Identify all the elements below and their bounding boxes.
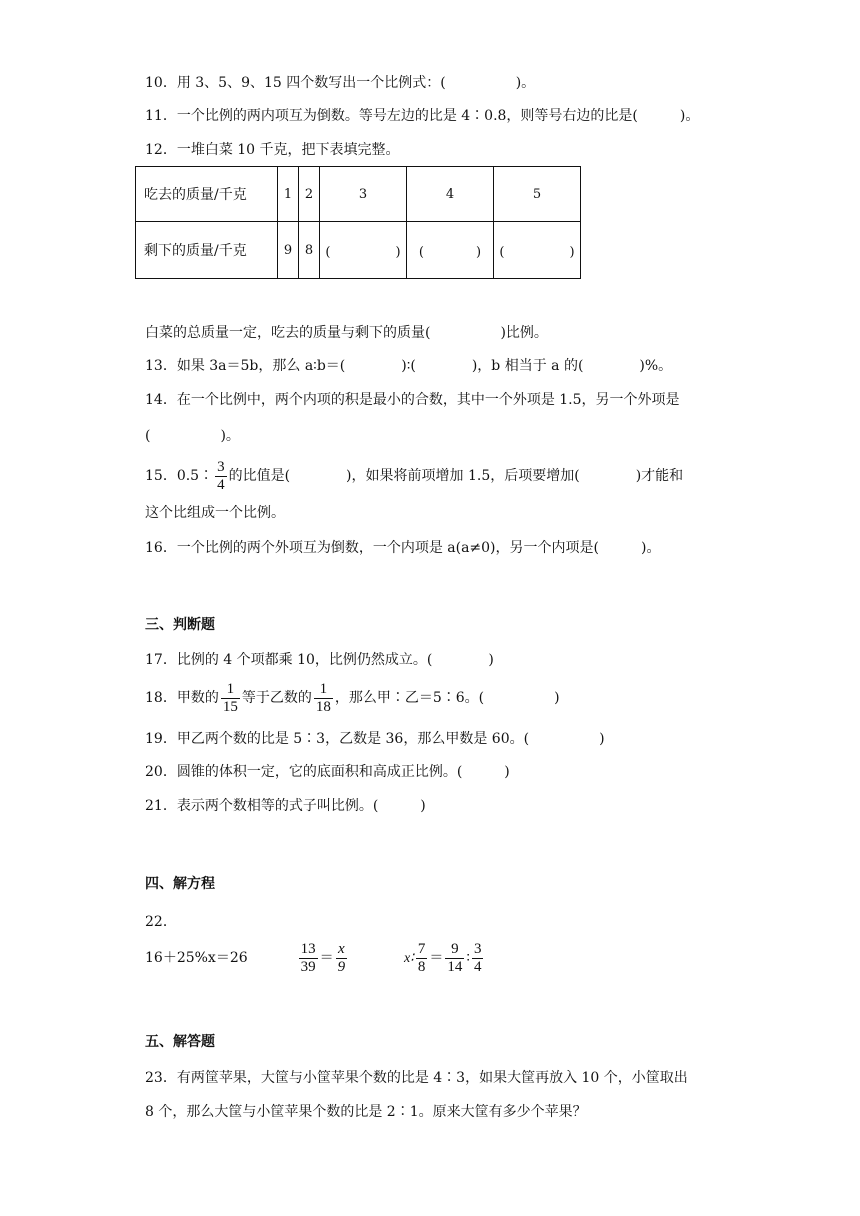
table-cell: 4: [407, 167, 494, 222]
table-cell: 8: [299, 222, 320, 279]
question-19: 19．甲乙两个数的比是 5∶3，乙数是 36，那么甲数是 60。( ): [145, 731, 605, 747]
section-title-answer: 五、解答题: [145, 1034, 215, 1050]
question-11: 11．一个比例的两内项互为倒数。等号左边的比是 4∶0.8，则等号右边的比是( )。: [145, 108, 700, 124]
question-15: [145, 456, 683, 496]
fraction-1-15: $\frac{1}{15}$: [222, 680, 238, 715]
table-cell-blank: ( ): [494, 222, 581, 279]
cabbage-table: [135, 166, 581, 279]
question-13: 13．如果 3a＝5b，那么 a∶b＝( )∶( )，b 相当于 a 的( )%。: [145, 358, 673, 374]
question-22: 22．: [145, 914, 177, 930]
table-cell-blank: ( ): [320, 222, 407, 279]
question-21: 21．表示两个数相等的式子叫比例。( ): [145, 798, 426, 814]
question-12: 12．一堆白菜 10 千克，把下表填完整。: [145, 142, 400, 158]
question-23-cont: 8 个，那么大筐与小筐苹果个数的比是 2∶1。原来大筐有多少个苹果？: [145, 1104, 587, 1120]
question-12-conclusion: 白菜的总质量一定，吃去的质量与剩下的质量( )比例。: [145, 325, 548, 341]
q15-prefix: 15．0.5∶: [145, 468, 214, 484]
question-15-cont: 这个比组成一个比例。: [145, 505, 285, 521]
equation-3: x∶ $\frac{7}{8}$ ＝ $\frac{9}{14}$ ∶ $\frac{3}{4}$: [403, 940, 482, 975]
section-title-judge: 三、判断题: [145, 617, 215, 633]
question-14: 14．在一个比例中，两个内项的积是最小的合数，其中一个外项是 1.5，另一个外项是: [145, 392, 680, 408]
equation-2: $\frac{13}{39}$ ＝ $\frac{x}{9}$: [300, 940, 346, 975]
question-23: 23．有两筐苹果，大筐与小筐苹果个数的比是 4∶3，如果大筐再放入 10 个，小筐取出: [145, 1070, 688, 1086]
equation-1: 16＋25%x＝26: [145, 950, 248, 966]
question-17: 17．比例的 4 个项都乘 10，比例仍然成立。( ): [145, 652, 494, 668]
table-cell-blank: ( ): [407, 222, 494, 279]
fraction-1-18: $\frac{1}{18}$: [315, 680, 331, 715]
question-14-cont: ( )。: [145, 428, 240, 444]
table-row-label-remaining: 剩下的质量/千克: [136, 222, 278, 279]
question-18: 18．甲数的 $\frac{1}{15}$ 等于乙数的 $\frac{1}{18}$ ，那么甲∶乙＝5∶6。( ): [145, 680, 560, 715]
table-row-label-eaten: 吃去的质量/千克: [136, 167, 278, 222]
section-title-equations: 四、解方程: [145, 876, 215, 892]
question-16: 16．一个比例的两个外项互为倒数，一个内项是 a(a≠0)，另一个内项是( )。: [145, 540, 661, 556]
fraction-3-4: $\frac{3}{4}$: [217, 458, 225, 493]
table-cell: 3: [320, 167, 407, 222]
question-20: 20．圆锥的体积一定，它的底面积和高成正比例。( ): [145, 764, 510, 780]
table-cell: 5: [494, 167, 581, 222]
table-cell: 1: [278, 167, 299, 222]
equations-row: [145, 938, 485, 979]
table-cell: 9: [278, 222, 299, 279]
q15-suffix: 的比值是( )，如果将前项增加 1.5，后项要增加( )才能和: [228, 468, 684, 484]
question-10: 10．用 3、5、9、15 四个数写出一个比例式：( )。: [145, 75, 536, 91]
table-cell: 2: [299, 167, 320, 222]
